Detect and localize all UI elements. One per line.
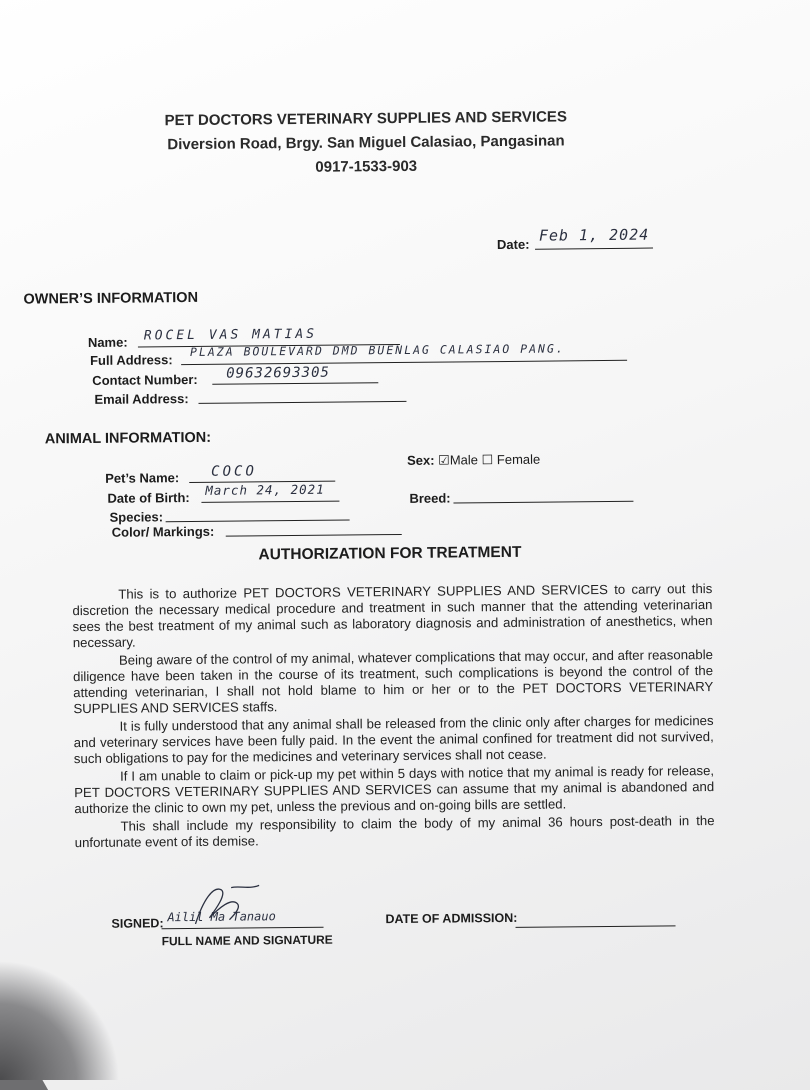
sex-field bbox=[407, 452, 540, 469]
dob-label: Date of Birth: bbox=[107, 490, 190, 506]
animal-section-title: ANIMAL INFORMATION: bbox=[44, 429, 212, 448]
male-checkbox[interactable]: ☑ bbox=[438, 452, 450, 468]
business-phone: 0917-1533-903 bbox=[315, 157, 418, 176]
pet-name-value[interactable]: COCO bbox=[211, 463, 257, 480]
date-label: Date: bbox=[496, 236, 530, 253]
breed-label: Breed: bbox=[409, 490, 451, 506]
dob-line bbox=[201, 501, 339, 503]
owner-contact-line bbox=[212, 382, 378, 385]
authorization-paragraph: This shall include my responsibility to claim the body of my animal 36 hours post-death in the unfortunate event of its demise. bbox=[74, 812, 715, 851]
business-address: Diversion Road, Brgy. San Miguel Calasiao, Pangasinan bbox=[167, 132, 565, 154]
authorization-paragraph: This is to authorize PET DOCTORS VETERINARY SUPPLIES AND SERVICES to carry out this discretion the necessary medical procedure and treatment in such manner that the attending veterinarian sees the best treatment of my animal such as laboratory diagnosis and administration of anesthetics, when necessary. bbox=[72, 581, 713, 651]
pet-name-label: Pet’s Name: bbox=[105, 470, 180, 486]
signature-scribble-icon bbox=[189, 879, 269, 930]
authorization-title: AUTHORIZATION FOR TREATMENT bbox=[258, 543, 522, 564]
owner-contact-value[interactable]: 09632693305 bbox=[226, 364, 330, 382]
breed-line bbox=[453, 501, 633, 504]
owner-name-value[interactable]: ROCEL VAS MATIAS bbox=[143, 326, 318, 344]
authorization-body bbox=[72, 581, 715, 853]
species-line bbox=[166, 519, 350, 522]
owner-email-label: Email Address: bbox=[94, 391, 189, 407]
species-label: Species: bbox=[109, 509, 164, 525]
authorization-paragraph: If I am unable to claim or pick-up my pet within 5 days with notice that my animal is ready for release, PET DOCTORS VETERINARY SUPPLIES AND SERVICES can assume that my animal is abandoned and authorize the clinic to own my pet, unless the previous and on-going bills are settled. bbox=[74, 762, 715, 817]
dob-value[interactable]: March 24, 2021 bbox=[205, 481, 325, 498]
owner-email-line bbox=[198, 401, 406, 404]
admission-label: DATE OF ADMISSION: bbox=[385, 910, 518, 927]
owner-address-line bbox=[181, 360, 627, 365]
authorization-paragraph: Being aware of the control of my animal, whatever complications that may occur, and after reasonable diligence have been taken in the course of its treatment, such complications is beyond the control of the attending veterinarian, I shall not hold blame to him or her or to the PET DOCTORS VETERINARY SUPPLIES AND SERVICES staffs. bbox=[73, 647, 714, 717]
color-markings-line bbox=[226, 534, 402, 537]
admission-line bbox=[516, 925, 676, 928]
owner-section-title: OWNER’S INFORMATION bbox=[23, 289, 199, 308]
date-value[interactable]: Feb 1, 2024 bbox=[538, 225, 650, 245]
owner-address-label: Full Address: bbox=[89, 352, 173, 368]
owner-address-value[interactable]: PLAZA BOULEVARD DMD BUENLAG CALASIAO PANG. bbox=[189, 341, 565, 360]
signed-label: SIGNED: bbox=[111, 916, 164, 931]
date-line bbox=[535, 248, 653, 250]
authorization-paragraph: It is fully understood that any animal shall be released from the clinic only after charges for medicines and veterinary services have been fully paid. In the event the animal confined for treatment did not survived, such obligations to pay for the medicines and veterinary services shall not cease. bbox=[73, 712, 714, 767]
male-label: Male bbox=[449, 452, 479, 468]
owner-contact-label: Contact Number: bbox=[92, 371, 198, 388]
business-name: PET DOCTORS VETERINARY SUPPLIES AND SERVICES bbox=[164, 108, 567, 130]
owner-name-label: Name: bbox=[87, 334, 128, 350]
sex-label: Sex: bbox=[406, 452, 435, 468]
color-markings-label: Color/ Markings: bbox=[111, 523, 215, 540]
signature-caption: FULL NAME AND SIGNATURE bbox=[161, 932, 333, 949]
female-checkbox[interactable]: ☐ bbox=[481, 452, 494, 468]
female-label: Female bbox=[496, 451, 541, 468]
signature-name[interactable]: Ailil Ma Tanauo bbox=[167, 909, 276, 925]
